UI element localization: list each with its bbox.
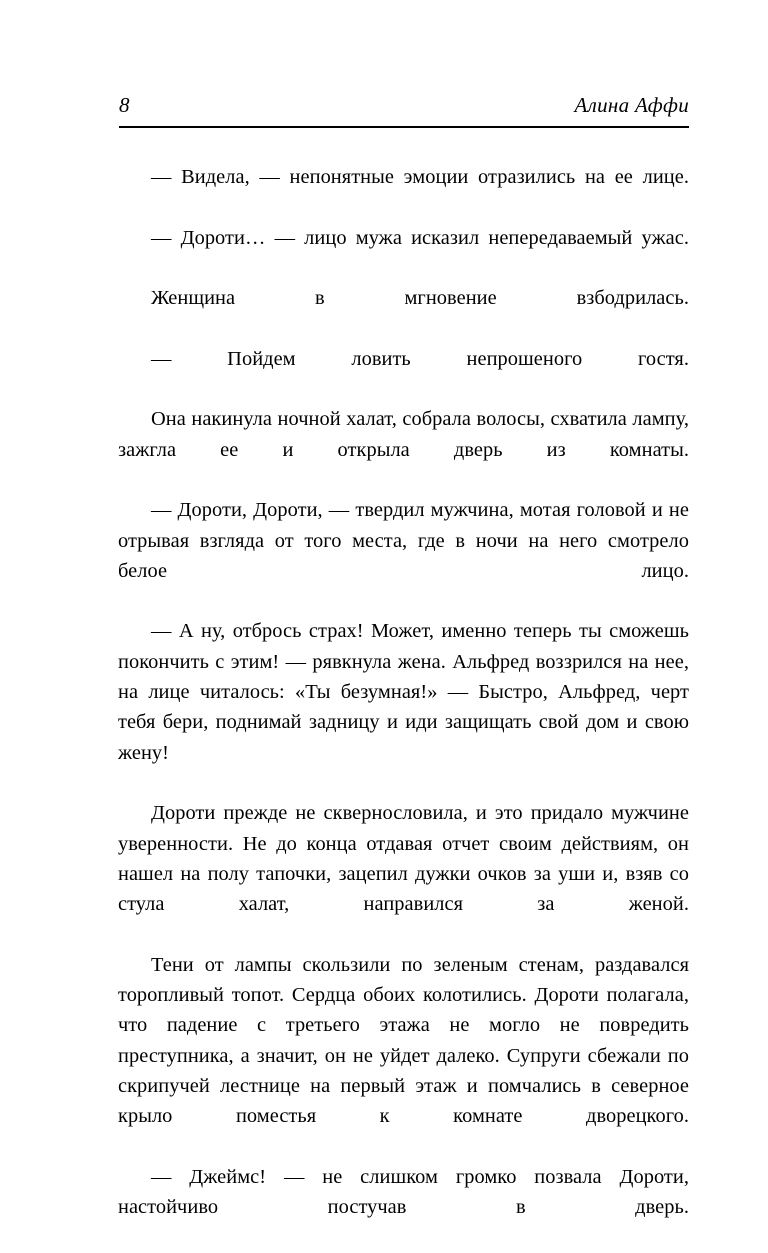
paragraph: — Пойдем ловить непрошеного гостя. [151, 347, 689, 370]
paragraph: — Дороти, Дороти, — твердил мужчина, мотая головой и не отрывая взгляда от того места, где в ночи на него смотрело белое лицо. [118, 499, 689, 582]
running-head [119, 92, 689, 130]
running-head-row [119, 92, 689, 120]
paragraph: — Дороти… — лицо мужа исказил непередаваемый ужас. [151, 226, 689, 249]
paragraph: Она накинула ночной халат, собрала волосы, схватила лампу, зажгла ее и открыла дверь из комнаты. [118, 408, 689, 461]
page-number: 8 [119, 93, 130, 117]
header-divider [119, 126, 689, 128]
paragraph: — Джеймс! — не слишком громко позвала Дороти, настойчиво постучав в дверь. [118, 1165, 689, 1219]
author-name: Алина Аффи [574, 93, 689, 117]
body-text [118, 162, 689, 1253]
paragraph: Тени от лампы скользили по зеленым стенам, раздавался торопливый топот. Сердца обоих колотились. Дороти полагала, что падение с третьего этажа не могло не повредить преступника, а значит, он не уйдет далеко. Супруги сбежали по скрипучей лестнице на первый этаж и помчались в северное крыло поместья к комнате дворецкого. [118, 953, 689, 1128]
paragraph: Дороти прежде не сквернословила, и это придало мужчине уверенности. Не до конца отдавая отчет своим действиям, он нашел на полу тапочки, зацепил дужки очков за уши и, взяв со стула халат, направился за женой. [118, 802, 689, 916]
paragraph: — Видела, — непонятные эмоции отразились на ее лице. [151, 166, 689, 188]
paragraph: — А ну, отбрось страх! Может, именно теперь ты сможешь покончить с этим! — рявкнула жена. Альфред воззрился на нее, на лице читалось: «Ты безумная!» — Быстро, Альфред, черт тебя бери, поднимай задницу и иди защищать свой дом и свою жену! [118, 620, 689, 764]
paragraph: Женщина в мгновение взбодрилась. [151, 287, 689, 310]
